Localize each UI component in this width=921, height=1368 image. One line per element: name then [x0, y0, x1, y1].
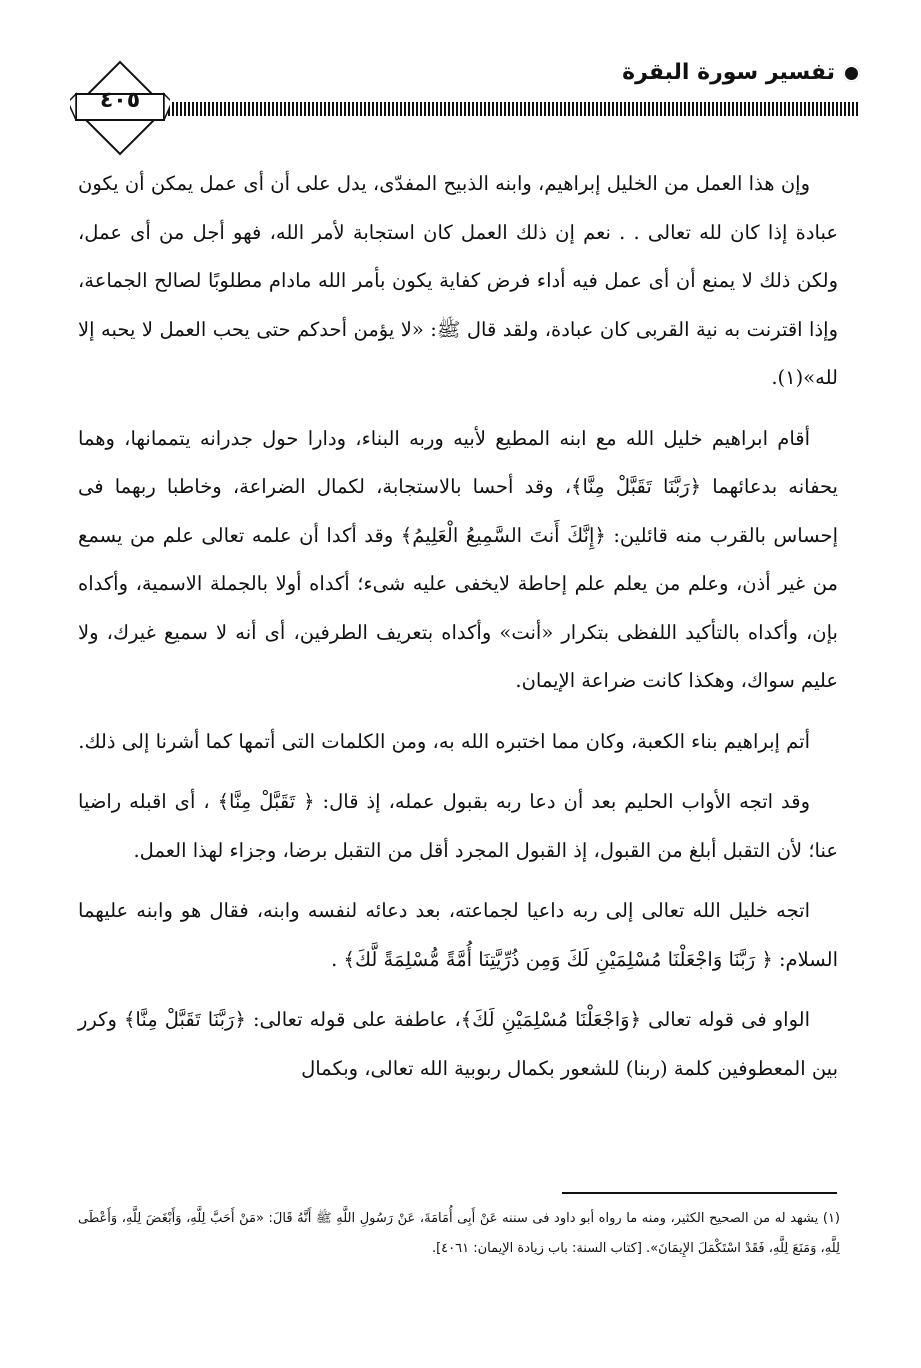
running-title-text: تفسير سورة البقرة [622, 60, 835, 85]
paragraph: أتم إبراهيم بناء الكعبة، وكان مما اختبره الله به، ومن الكلمات التى أتمها كما أشرنا إلى ذلك. [78, 729, 810, 753]
footnote: (١) يشهد له من الصحيح الكثير، ومنه ما رواه أبو داود فى سننه عَنْ أَبِى أُمَامَةَ، عَنْ رَسُولِ اللَّهِ ﷺ أَنَّهُ قَالَ: «مَنْ أَحَبَّ لِلَّهِ، وَأَبْغَضَ لِلَّهِ، وَأَعْطَى لِلَّهِ، وَمَنَعَ لِلَّهِ، فَقَدْ اسْتَكْمَلَ الإِيمَانَ». [كتاب السنة: باب زيادة الإيمان: ٤٠٦١]. [78, 1211, 840, 1256]
paragraph: اتجه خليل الله تعالى إلى ربه داعيا لجماعته، بعد دعائه لنفسه وابنه، فقال هو وابنه عليهما السلام: ﴿ رَبَّنَا وَاجْعَلْنَا مُسْلِمَيْنِ لَكَ وَمِن ذُرِّيَّتِنَا أُمَّةً مُّسْلِمَةً لَّكَ﴾ . [78, 899, 838, 971]
paragraph: وإن هذا العمل من الخليل إبراهيم، وابنه الذبيح المفدّى، يدل على أن أى عمل يمكن أن يكون عبادة إذا كان لله تعالى . . نعم إن ذلك العمل كان استجابة لأمر الله، فهو أجل من أى عمل، ولكن ذلك لا يمنع أن أى عمل فيه أداء فرض كفاية يكون بأمر الله مادام مطلوبًا لصالح الجماعة، وإذا اقترنت به نية القربى كان عبادة، ولقد قال ﷺ: «لا يؤمن أحدكم حتى يحب العمل لا يحبه إلا لله»(١). [78, 172, 838, 389]
paragraph: الواو فى قوله تعالى ﴿وَاجْعَلْنَا مُسْلِمَيْنِ لَكَ﴾، عاطفة على قوله تعالى: ﴿رَبَّنَا تَقَبَّلْ مِنَّا﴾ وكرر بين المعطوفين كلمة (ربنا) للشعور بكمال ربوبية الله تعالى، وبكمال [78, 1008, 838, 1080]
ornament-bullet-icon [843, 65, 860, 82]
main-text [78, 160, 838, 1105]
page-number: ٤٠٥ [99, 88, 141, 113]
header-rule [160, 102, 860, 116]
page-header [70, 58, 860, 158]
footnote-separator [562, 1192, 837, 1194]
running-title [622, 60, 860, 85]
paragraph: وقد اتجه الأواب الحليم بعد أن دعا ربه بقبول عمله، إذ قال: ﴿ تَقَبَّلْ مِنَّا﴾ ، أى اقبله راضيا عنا؛ لأن التقبل أبلغ من القبول، إذ القبول المجرد أقل من التقبل برضا، وجزاء لهذا العمل. [78, 790, 838, 862]
paragraph: أقام ابراهيم خليل الله مع ابنه المطيع لأبيه وربه البناء، ودارا حول جدرانه يتممانها، وهما يحفانه بدعائهما ﴿رَبَّنَا تَقَبَّلْ مِنَّا﴾، وقد أحسا بالاستجابة، لكمال الضراعة، وخاطبا ربهما فى إحساس بالقرب منه قائلين: ﴿إِنَّكَ أَنتَ السَّمِيعُ الْعَلِيمُ﴾ وقد أكدا أن علمه تعالى علم من يسمع من غير أذن، وعلم من يعلم علم إحاطة لايخفى عليه شىء؛ أكداه أولا بالجملة الاسمية، وأكداه بإن، وأكداه بالتأكيد اللفظى بتكرار «أنت» وأكداه بتعريف الطرفين، أى أنه لا سميع غيرك، ولا عليم سواك، وهكذا كانت ضراعة الإيمان. [78, 426, 838, 692]
page-number-ornament [70, 58, 170, 158]
